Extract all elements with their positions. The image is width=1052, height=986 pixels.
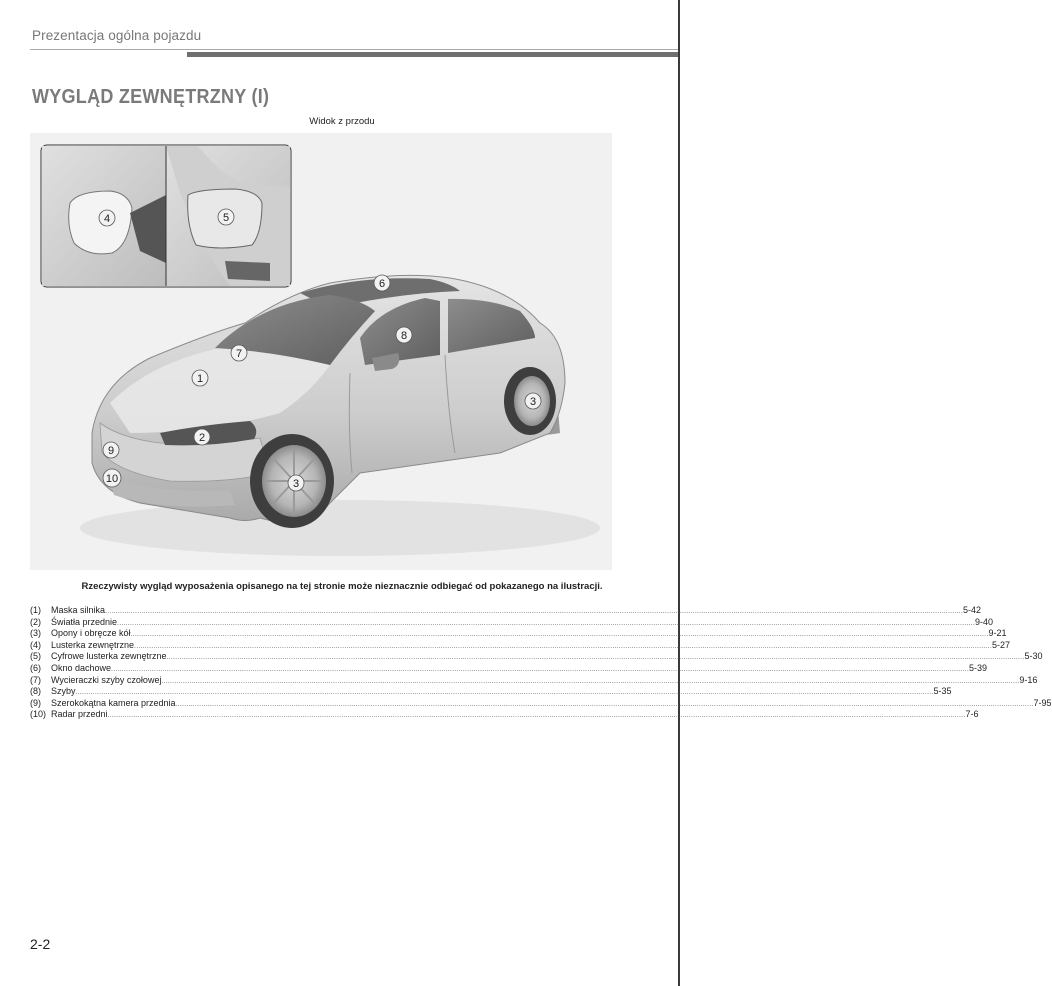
header-bar [187, 52, 678, 57]
list-item[interactable]: (10) Radar przedni ................................................................................................................................................................................................................................................................................................................................................................................................................ 7-6 [30, 709, 598, 721]
illustration-note: Rzeczywisty wygląd wyposażenia opisanego na tej stronie może nieznacznie odbiegać od pokazanego na ilustracji. [81, 581, 603, 592]
list-item[interactable]: (6) Okno dachowe ................................................................................................................................................................................................................................................................................................................................................................................................................ 5-39 [30, 663, 598, 675]
reference-list [30, 605, 1052, 721]
page-number: 2-2 [30, 936, 51, 952]
page-edge [678, 0, 680, 986]
list-item[interactable]: (4) Lusterka zewnętrzne ................................................................................................................................................................................................................................................................................................................................................................................................................ 5-27 [30, 640, 598, 652]
svg-text:3: 3 [529, 396, 537, 408]
list-item[interactable]: (9) Szerokokątna kamera przednia ................................................................................................................................................................................................................................................................................................................................................................................................................ 7-95 [30, 698, 598, 710]
callout-1 [192, 370, 208, 386]
view-caption: Widok z przodu [309, 116, 375, 127]
vehicle-illustration [30, 133, 612, 570]
dot-leader: ................................................................................................................................................................................................................................................................................................................................................................................................................ [130, 631, 989, 639]
svg-text:2: 2 [198, 432, 206, 444]
list-item[interactable]: (5) Cyfrowe lusterka zewnętrzne ................................................................................................................................................................................................................................................................................................................................................................................................................ 5-30 [30, 651, 598, 663]
callout-10 [103, 469, 121, 487]
callout-6 [374, 275, 390, 291]
svg-text:4: 4 [103, 213, 111, 225]
callout-3-rear [525, 393, 541, 409]
section-header: Prezentacja ogólna pojazdu [32, 28, 202, 43]
list-item[interactable]: (7) Wycieraczki szyby czołowej ................................................................................................................................................................................................................................................................................................................................................................................................................ 9-16 [30, 675, 598, 687]
callout-7 [231, 345, 247, 361]
svg-text:7: 7 [235, 348, 243, 360]
callout-4 [99, 210, 115, 226]
dot-leader: ................................................................................................................................................................................................................................................................................................................................................................................................................ [107, 712, 966, 720]
list-item[interactable]: (8) Szyby ................................................................................................................................................................................................................................................................................................................................................................................................................ 5-35 [30, 686, 598, 698]
page-title: WYGLĄD ZEWNĘTRZNY (I) [32, 86, 270, 108]
list-item[interactable]: (2) Światła przednie ................................................................................................................................................................................................................................................................................................................................................................................................................ 9-40 [30, 617, 598, 629]
svg-text:5: 5 [222, 212, 230, 224]
svg-text:6: 6 [378, 278, 386, 290]
callout-8 [396, 327, 412, 343]
callout-2 [194, 429, 210, 445]
callout-5 [218, 209, 234, 225]
list-item[interactable]: (3) Opony i obręcze kół ................................................................................................................................................................................................................................................................................................................................................................................................................ 9-21 [30, 628, 598, 640]
svg-text:8: 8 [400, 330, 408, 342]
callout-9 [103, 442, 119, 458]
header-divider [30, 49, 678, 50]
dot-leader: ................................................................................................................................................................................................................................................................................................................................................................................................................ [105, 608, 963, 615]
svg-text:9: 9 [107, 445, 115, 457]
dot-leader: ................................................................................................................................................................................................................................................................................................................................................................................................................ [166, 654, 1025, 662]
dot-leader: ................................................................................................................................................................................................................................................................................................................................................................................................................ [175, 700, 1034, 708]
svg-text:3: 3 [292, 478, 300, 490]
dot-leader: ................................................................................................................................................................................................................................................................................................................................................................................................................ [134, 642, 992, 650]
mirror-inset [41, 145, 291, 287]
dot-leader: ................................................................................................................................................................................................................................................................................................................................................................................................................ [117, 619, 975, 627]
svg-text:1: 1 [196, 373, 204, 385]
dot-leader: ................................................................................................................................................................................................................................................................................................................................................................................................................ [111, 665, 969, 673]
dot-leader: ................................................................................................................................................................................................................................................................................................................................................................................................................ [161, 677, 1020, 685]
svg-text:10: 10 [105, 473, 119, 485]
callout-3-front [288, 475, 304, 491]
ground-shadow [80, 500, 600, 556]
list-item[interactable]: (1) Maska silnika ................................................................................................................................................................................................................................................................................................................................................................................................................ 5-42 [30, 605, 598, 617]
dot-leader: ................................................................................................................................................................................................................................................................................................................................................................................................................ [75, 689, 934, 697]
